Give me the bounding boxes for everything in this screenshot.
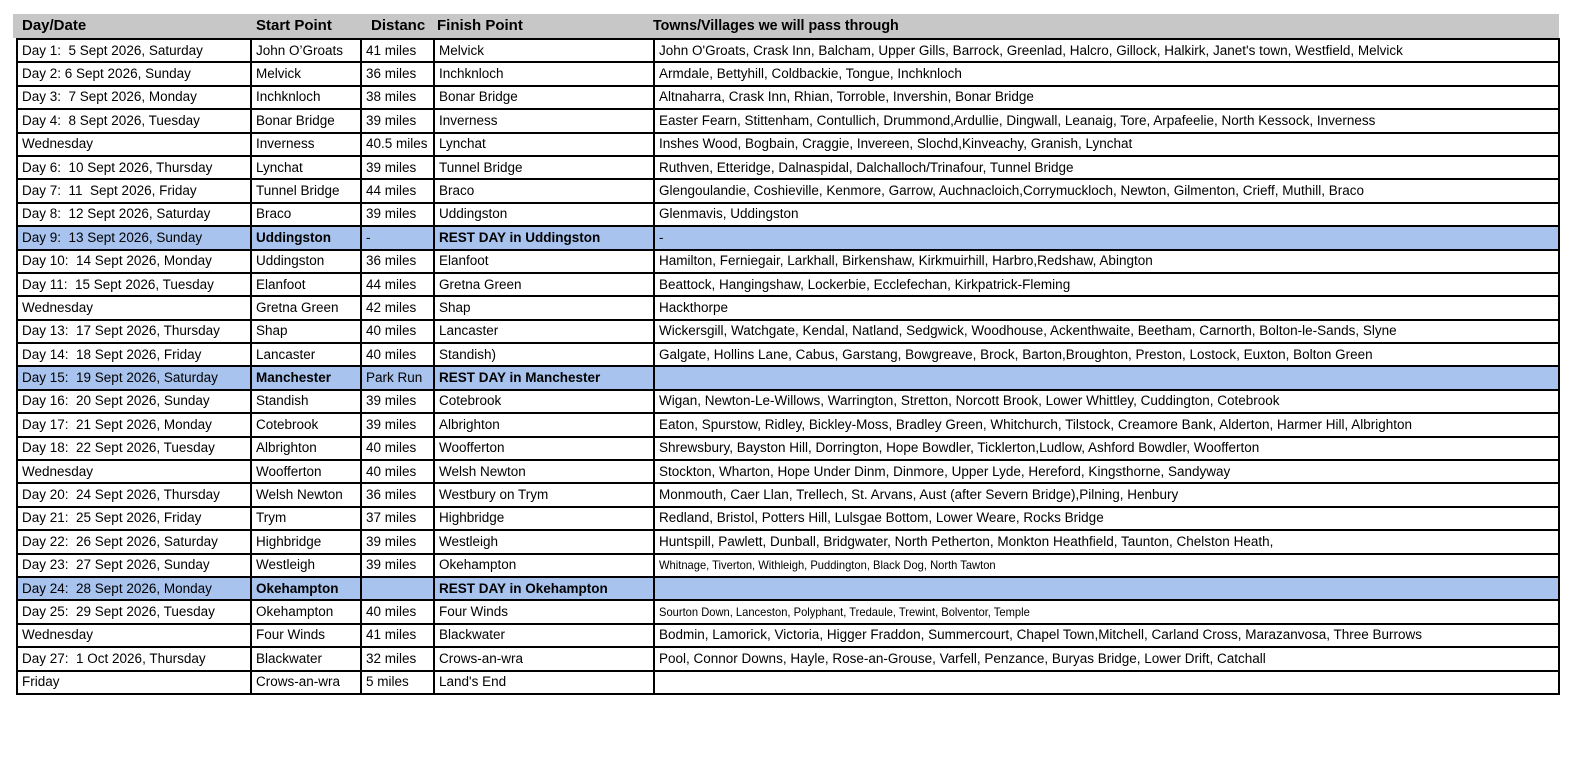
cell-finish[interactable]: Tunnel Bridge bbox=[434, 156, 654, 179]
column-header-day-date[interactable]: Day/Date bbox=[22, 17, 87, 34]
cell-day[interactable]: Day 10: 14 Sept 2026, Monday bbox=[17, 250, 251, 273]
cell-start[interactable]: Cotebrook bbox=[251, 413, 361, 436]
towns-text: Beattock, Hangingshaw, Lockerbie, Ecclefechan, Kirkpatrick-Fleming bbox=[659, 276, 1071, 292]
towns-text: Redland, Bristol, Potters Hill, Lulsgae Bottom, Lower Weare, Rocks Bridge bbox=[659, 510, 1104, 526]
cell-day[interactable]: Day 27: 1 Oct 2026, Thursday bbox=[17, 647, 251, 670]
towns-text: Stockton, Wharton, Hope Under Dinm, Dinmore, Upper Lyde, Hereford, Kingsthorne, Sandyway bbox=[659, 463, 1231, 479]
cell-day[interactable]: Day 18: 22 Sept 2026, Tuesday bbox=[17, 437, 251, 460]
cell-start[interactable]: Tunnel Bridge bbox=[251, 179, 361, 202]
cell-towns[interactable] bbox=[654, 250, 1559, 273]
cell-start[interactable]: Okehampton bbox=[251, 600, 361, 623]
cell-towns[interactable] bbox=[654, 366, 1559, 389]
cell-start[interactable]: Braco bbox=[251, 203, 361, 226]
itinerary-table bbox=[16, 38, 1560, 695]
itinerary-row bbox=[17, 62, 1559, 85]
towns-text: Shrewsbury, Bayston Hill, Dorrington, Hope Bowdler, Ticklerton,Ludlow, Ashford Bowdler, Woofferton bbox=[659, 440, 1260, 456]
cell-distance[interactable]: 36 miles bbox=[361, 483, 434, 506]
cell-distance[interactable]: 39 miles bbox=[361, 390, 434, 413]
cell-start[interactable]: Woofferton bbox=[251, 460, 361, 483]
cell-towns[interactable] bbox=[654, 343, 1559, 366]
cell-finish[interactable]: Albrighton bbox=[434, 413, 654, 436]
cell-day[interactable]: Wednesday bbox=[17, 460, 251, 483]
cell-finish[interactable]: REST DAY in Manchester bbox=[434, 366, 654, 389]
cell-finish[interactable]: Welsh Newton bbox=[434, 460, 654, 483]
towns-text: Hackthorpe bbox=[659, 299, 729, 315]
cell-towns[interactable] bbox=[654, 460, 1559, 483]
cell-distance[interactable]: 32 miles bbox=[361, 647, 434, 670]
cell-towns[interactable] bbox=[654, 320, 1559, 343]
cell-distance[interactable]: 39 miles bbox=[361, 156, 434, 179]
itinerary-row bbox=[17, 460, 1559, 483]
itinerary-row bbox=[17, 624, 1559, 647]
cell-start[interactable]: Melvick bbox=[251, 62, 361, 85]
rest-day-row bbox=[17, 226, 1559, 249]
itinerary-row bbox=[17, 179, 1559, 202]
cell-finish[interactable]: Woofferton bbox=[434, 437, 654, 460]
cell-towns[interactable] bbox=[654, 109, 1559, 132]
itinerary-row bbox=[17, 296, 1559, 319]
towns-text: Bodmin, Lamorick, Victoria, Higger Fraddon, Summercourt, Chapel Town,Mitchell, Carland Cross, Marazanvosa, Three Burrows bbox=[659, 627, 1423, 643]
cell-day[interactable]: Day 9: 13 Sept 2026, Sunday bbox=[17, 226, 251, 249]
cell-distance[interactable]: Park Run bbox=[361, 366, 434, 389]
itinerary-row bbox=[17, 671, 1559, 694]
cell-start[interactable]: Crows-an-wra bbox=[251, 671, 361, 694]
itinerary-row bbox=[17, 413, 1559, 436]
cell-distance[interactable]: 36 miles bbox=[361, 62, 434, 85]
cell-day[interactable]: Day 15: 19 Sept 2026, Saturday bbox=[17, 366, 251, 389]
cell-towns[interactable] bbox=[654, 179, 1559, 202]
cell-start[interactable]: Blackwater bbox=[251, 647, 361, 670]
cell-finish[interactable]: Okehampton bbox=[434, 554, 654, 577]
cell-finish[interactable]: Bonar Bridge bbox=[434, 86, 654, 109]
towns-text: Hamilton, Ferniegair, Larkhall, Birkenshaw, Kirkmuirhill, Harbro,Redshaw, Abington bbox=[659, 253, 1153, 269]
cell-distance[interactable]: 37 miles bbox=[361, 507, 434, 530]
cell-towns[interactable] bbox=[654, 577, 1559, 600]
towns-text: Armdale, Bettyhill, Coldbackie, Tongue, Inchknloch bbox=[659, 66, 962, 81]
itinerary-row bbox=[17, 507, 1559, 530]
cell-day[interactable]: Day 11: 15 Sept 2026, Tuesday bbox=[17, 273, 251, 296]
cell-start[interactable]: John O’Groats bbox=[251, 39, 361, 62]
cell-distance[interactable]: 41 miles bbox=[361, 624, 434, 647]
cell-start[interactable]: Uddingston bbox=[251, 250, 361, 273]
cell-finish[interactable]: REST DAY in Uddingston bbox=[434, 226, 654, 249]
cell-day[interactable]: Day 2: 6 Sept 2026, Sunday bbox=[17, 62, 251, 85]
cell-distance[interactable]: 38 miles bbox=[361, 86, 434, 109]
cell-towns[interactable] bbox=[654, 133, 1559, 156]
cell-start[interactable]: Okehampton bbox=[251, 577, 361, 600]
cell-towns[interactable] bbox=[654, 273, 1559, 296]
cell-day[interactable]: Day 14: 18 Sept 2026, Friday bbox=[17, 343, 251, 366]
cell-start[interactable]: Inverness bbox=[251, 133, 361, 156]
cell-day[interactable]: Day 24: 28 Sept 2026, Monday bbox=[17, 577, 251, 600]
cell-start[interactable]: Bonar Bridge bbox=[251, 109, 361, 132]
towns-text: Whitnage, Tiverton, Withleigh, Puddington, Black Dog, North Tawton bbox=[659, 558, 996, 573]
towns-text: Monmouth, Caer Llan, Trellech, St. Arvans, Aust (after Severn Bridge),Pilning, Henbury bbox=[659, 487, 1179, 503]
towns-text: Pool, Connor Downs, Hayle, Rose-an-Grouse, Varfell, Penzance, Buryas Bridge, Lower Drift, Catchall bbox=[659, 650, 1266, 666]
rest-day-row bbox=[17, 366, 1559, 389]
towns-text: Easter Fearn, Stittenham, Contullich, Drummond,Ardullie, Dingwall, Leanaig, Tore, Arpafeelie, North Kessock, Inverness bbox=[659, 112, 1376, 128]
towns-text: - bbox=[659, 229, 664, 245]
cell-distance[interactable]: 42 miles bbox=[361, 296, 434, 319]
towns-text: Glenmavis, Uddingston bbox=[659, 206, 799, 222]
cell-day[interactable]: Day 3: 7 Sept 2026, Monday bbox=[17, 86, 251, 109]
cell-distance[interactable] bbox=[361, 577, 434, 600]
cell-start[interactable]: Inchknloch bbox=[251, 86, 361, 109]
cell-day[interactable]: Day 4: 8 Sept 2026, Tuesday bbox=[17, 109, 251, 132]
towns-text: Altnaharra, Crask Inn, Rhian, Torroble, Invershin, Bonar Bridge bbox=[659, 89, 1034, 105]
itinerary-row bbox=[17, 133, 1559, 156]
cell-finish[interactable]: Uddingston bbox=[434, 203, 654, 226]
cell-distance[interactable]: 44 miles bbox=[361, 273, 434, 296]
table-header-row bbox=[13, 14, 1559, 38]
itinerary-row bbox=[17, 483, 1559, 506]
cell-distance[interactable]: 40 miles bbox=[361, 437, 434, 460]
cell-start[interactable]: Trym bbox=[251, 507, 361, 530]
towns-text: Inshes Wood, Bogbain, Craggie, Invereen, Slochd,Kinveachy, Granish, Lynchat bbox=[659, 136, 1133, 152]
cell-distance[interactable]: 40 miles bbox=[361, 343, 434, 366]
itinerary-row bbox=[17, 343, 1559, 366]
cell-finish[interactable]: Gretna Green bbox=[434, 273, 654, 296]
cell-start[interactable]: Gretna Green bbox=[251, 296, 361, 319]
towns-text: Eaton, Spurstow, Ridley, Bickley-Moss, Bradley Green, Whitchurch, Tilstock, Creamore Bank, Alderton, Harmer Hill, Albrighton bbox=[659, 416, 1413, 432]
cell-distance[interactable]: 39 miles bbox=[361, 530, 434, 553]
cell-day[interactable]: Wednesday bbox=[17, 133, 251, 156]
towns-text: Glengoulandie, Coshieville, Kenmore, Garrow, Auchnacloich,Corrymuckloch, Newton, Gilmenton, Crieff, Muthill, Braco bbox=[659, 182, 1365, 198]
cell-finish[interactable]: Melvick bbox=[434, 39, 654, 62]
towns-text: Galgate, Hollins Lane, Cabus, Garstang, Bowgreave, Brock, Barton,Broughton, Preston, Lostock, Euxton, Bolton Green bbox=[659, 346, 1373, 362]
column-header-distance[interactable]: Distanc bbox=[371, 17, 426, 34]
cell-distance[interactable]: 36 miles bbox=[361, 250, 434, 273]
cell-towns[interactable] bbox=[654, 671, 1559, 694]
cell-start[interactable]: Lancaster bbox=[251, 343, 361, 366]
cell-towns[interactable] bbox=[654, 530, 1559, 553]
itinerary-row bbox=[17, 273, 1559, 296]
itinerary-row bbox=[17, 320, 1559, 343]
cell-day[interactable]: Day 22: 26 Sept 2026, Saturday bbox=[17, 530, 251, 553]
cell-start[interactable]: Shap bbox=[251, 320, 361, 343]
cell-start[interactable]: Elanfoot bbox=[251, 273, 361, 296]
cell-finish[interactable]: Four Winds bbox=[434, 600, 654, 623]
cell-towns[interactable] bbox=[654, 62, 1559, 85]
cell-day[interactable]: Day 6: 10 Sept 2026, Thursday bbox=[17, 156, 251, 179]
towns-text: Ruthven, Etteridge, Dalnaspidal, Dalchalloch/Trinafour, Tunnel Bridge bbox=[659, 159, 1074, 175]
cell-start[interactable]: Highbridge bbox=[251, 530, 361, 553]
cell-towns[interactable] bbox=[654, 203, 1559, 226]
itinerary-row bbox=[17, 156, 1559, 179]
cell-finish[interactable]: Land's End bbox=[434, 671, 654, 694]
cell-day[interactable]: Day 25: 29 Sept 2026, Tuesday bbox=[17, 600, 251, 623]
cell-towns[interactable] bbox=[654, 413, 1559, 436]
itinerary-row bbox=[17, 600, 1559, 623]
itinerary-row bbox=[17, 530, 1559, 553]
cell-day[interactable]: Wednesday bbox=[17, 624, 251, 647]
cell-towns[interactable] bbox=[654, 647, 1559, 670]
cell-finish[interactable]: Lancaster bbox=[434, 320, 654, 343]
cell-towns[interactable] bbox=[654, 390, 1559, 413]
cell-start[interactable]: Manchester bbox=[251, 366, 361, 389]
cell-towns[interactable] bbox=[654, 483, 1559, 506]
cell-start[interactable]: Uddingston bbox=[251, 226, 361, 249]
cell-towns[interactable] bbox=[654, 39, 1559, 62]
rest-day-row bbox=[17, 577, 1559, 600]
cell-distance[interactable]: 40 miles bbox=[361, 460, 434, 483]
cell-finish[interactable]: Westleigh bbox=[434, 530, 654, 553]
cell-start[interactable]: Standish bbox=[251, 390, 361, 413]
cell-distance[interactable]: 44 miles bbox=[361, 179, 434, 202]
cell-towns[interactable] bbox=[654, 226, 1559, 249]
cell-finish[interactable]: Elanfoot bbox=[434, 250, 654, 273]
cell-towns[interactable] bbox=[654, 86, 1559, 109]
cell-finish[interactable]: Inverness bbox=[434, 109, 654, 132]
cell-distance[interactable]: 40 miles bbox=[361, 600, 434, 623]
cell-finish[interactable]: Highbridge bbox=[434, 507, 654, 530]
cell-start[interactable]: Albrighton bbox=[251, 437, 361, 460]
itinerary-row bbox=[17, 647, 1559, 670]
cell-day[interactable]: Day 23: 27 Sept 2026, Sunday bbox=[17, 554, 251, 577]
itinerary-row bbox=[17, 554, 1559, 577]
cell-distance[interactable]: 39 miles bbox=[361, 109, 434, 132]
column-header-finish-point[interactable]: Finish Point bbox=[437, 17, 523, 34]
towns-text: Wigan, Newton-Le-Willows, Warrington, Stretton, Norcott Brook, Lower Whittley, Cuddington, Cotebrook bbox=[659, 393, 1280, 409]
cell-finish[interactable]: Braco bbox=[434, 179, 654, 202]
cell-finish[interactable]: Standish) bbox=[434, 343, 654, 366]
cell-day[interactable]: Wednesday bbox=[17, 296, 251, 319]
itinerary-row bbox=[17, 109, 1559, 132]
itinerary-row bbox=[17, 203, 1559, 226]
towns-text: Wickersgill, Watchgate, Kendal, Natland, Sedgwick, Woodhouse, Ackenthwaite, Beetham, Carnorth, Bolton-le-Sands, Slyne bbox=[659, 323, 1397, 339]
cell-distance[interactable]: 5 miles bbox=[361, 671, 434, 694]
cell-finish[interactable]: Lynchat bbox=[434, 133, 654, 156]
cell-distance[interactable]: 39 miles bbox=[361, 554, 434, 577]
cell-day[interactable]: Day 16: 20 Sept 2026, Sunday bbox=[17, 390, 251, 413]
itinerary-table-body bbox=[17, 39, 1559, 694]
cell-towns[interactable] bbox=[654, 296, 1559, 319]
itinerary-row bbox=[17, 390, 1559, 413]
towns-text: Huntspill, Pawlett, Dunball, Bridgwater, North Petherton, Monkton Heathfield, Taunton, Chelston Heath, bbox=[659, 533, 1274, 549]
column-header-start-point[interactable]: Start Point bbox=[256, 17, 332, 34]
cell-finish[interactable]: Cotebrook bbox=[434, 390, 654, 413]
cell-finish[interactable]: Blackwater bbox=[434, 624, 654, 647]
cell-day[interactable]: Day 21: 25 Sept 2026, Friday bbox=[17, 507, 251, 530]
itinerary-row bbox=[17, 250, 1559, 273]
cell-start[interactable]: Westleigh bbox=[251, 554, 361, 577]
cell-towns[interactable] bbox=[654, 600, 1559, 623]
cell-start[interactable]: Lynchat bbox=[251, 156, 361, 179]
cell-finish[interactable]: Inchknloch bbox=[434, 62, 654, 85]
cell-distance[interactable]: - bbox=[361, 226, 434, 249]
column-header-towns-villages[interactable]: Towns/Villages we will pass through bbox=[653, 17, 899, 34]
cell-day[interactable]: Day 17: 21 Sept 2026, Monday bbox=[17, 413, 251, 436]
cell-distance[interactable]: 40.5 miles bbox=[361, 133, 434, 156]
cell-towns[interactable] bbox=[654, 554, 1559, 577]
towns-text: John O'Groats, Crask Inn, Balcham, Upper Gills, Barrock, Greenlad, Halcro, Gillock, Halkirk, Janet's town, Westfield, Melvick bbox=[659, 42, 1403, 58]
towns-text: Sourton Down, Lanceston, Polyphant, Tredaule, Trewint, Bolventor, Temple bbox=[659, 604, 1030, 619]
cell-distance[interactable]: 41 miles bbox=[361, 39, 434, 62]
cell-towns[interactable] bbox=[654, 507, 1559, 530]
cell-start[interactable]: Welsh Newton bbox=[251, 483, 361, 506]
cell-finish[interactable]: REST DAY in Okehampton bbox=[434, 577, 654, 600]
cell-day[interactable]: Day 1: 5 Sept 2026, Saturday bbox=[17, 39, 251, 62]
itinerary-row bbox=[17, 39, 1559, 62]
cell-start[interactable]: Four Winds bbox=[251, 624, 361, 647]
cell-towns[interactable] bbox=[654, 624, 1559, 647]
cell-towns[interactable] bbox=[654, 437, 1559, 460]
cell-distance[interactable]: 39 miles bbox=[361, 413, 434, 436]
cell-finish[interactable]: Westbury on Trym bbox=[434, 483, 654, 506]
cell-day[interactable]: Friday bbox=[17, 671, 251, 694]
cell-distance[interactable]: 39 miles bbox=[361, 203, 434, 226]
cell-finish[interactable]: Shap bbox=[434, 296, 654, 319]
cell-day[interactable]: Day 8: 12 Sept 2026, Saturday bbox=[17, 203, 251, 226]
cell-day[interactable]: Day 7: 11 Sept 2026, Friday bbox=[17, 179, 251, 202]
cell-day[interactable]: Day 13: 17 Sept 2026, Thursday bbox=[17, 320, 251, 343]
cell-finish[interactable]: Crows-an-wra bbox=[434, 647, 654, 670]
cell-day[interactable]: Day 20: 24 Sept 2026, Thursday bbox=[17, 483, 251, 506]
itinerary-row bbox=[17, 437, 1559, 460]
itinerary-row bbox=[17, 86, 1559, 109]
cell-towns[interactable] bbox=[654, 156, 1559, 179]
cell-distance[interactable]: 40 miles bbox=[361, 320, 434, 343]
